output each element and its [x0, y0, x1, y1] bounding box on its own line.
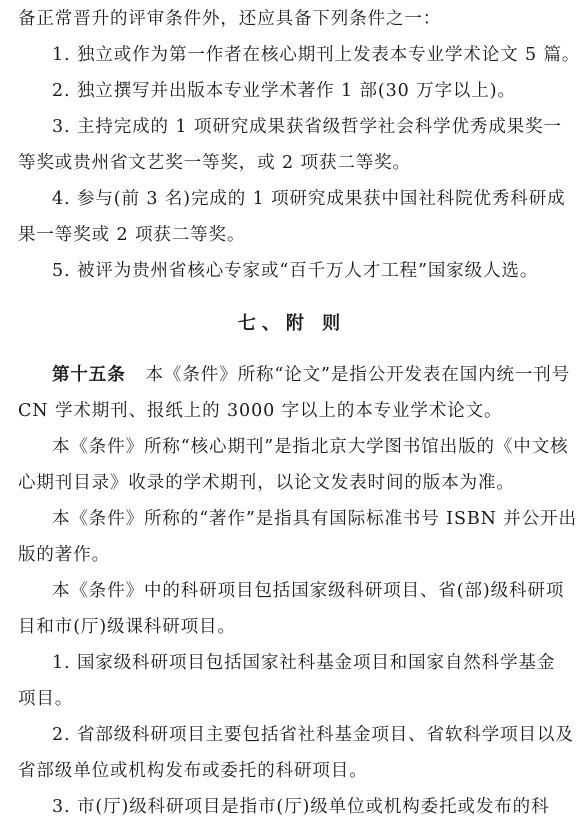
text-line: 等奖或贵州省文艺奖一等奖，或 2 项获二等奖。 [18, 153, 411, 173]
list-item: 3. 主持完成的 1 项研究成果获省级哲学社会科学优秀成果奖一 [52, 117, 562, 137]
list-item: 1. 国家级科研项目包括国家社科基金项目和国家自然科学基金 [52, 653, 556, 673]
text-line: 备正常晋升的评审条件外，还应具备下列条件之一： [18, 9, 442, 29]
text-line: 果一等奖或 2 项获二等奖。 [18, 225, 246, 245]
text-line: 本《条件》中的科研项目包括国家级科研项目、省(部)级科研项 [52, 581, 565, 601]
article-paragraph [52, 364, 574, 386]
text-line: 本《条件》所称“核心期刊”是指北京大学图书馆出版的《中文核 [52, 437, 569, 457]
list-item: 2. 省部级科研项目主要包括省社科基金项目、省软科学项目以及 [52, 725, 574, 745]
article-text: 本《条件》所称“论文”是指公开发表在国内统一刊号 [145, 365, 571, 385]
list-item: 3. 市(厅)级科研项目是指市(厅)级单位或机构委托或发布的科 [52, 797, 550, 817]
list-item: 4. 参与(前 3 名)完成的 1 项研究成果获中国社科院优秀科研成 [52, 189, 566, 209]
text-line: 目和市(厅)级课科研项目。 [18, 617, 236, 637]
article-number: 第十五条 [52, 365, 126, 385]
text-line: 心期刊目录》收录的学术期刊，以论文发表时间的版本为准。 [18, 473, 515, 493]
text-line: CN 学术期刊、报纸上的 3000 字以上的本专业学术论文。 [18, 401, 503, 421]
section-heading: 七、附 则 [237, 313, 347, 334]
text-line: 省部级单位或机构发布或委托的科研项目。 [18, 761, 368, 781]
text-line: 项目。 [18, 689, 74, 709]
list-item: 2. 独立撰写并出版本专业学术著作 1 部(30 万字以上)。 [52, 81, 516, 101]
text-line: 版的著作。 [18, 545, 110, 565]
list-item: 1. 独立或作为第一作者在核心期刊上发表本专业学术论文 5 篇。 [52, 45, 581, 65]
list-item: 5. 被评为贵州省核心专家或“百千万人才工程”国家级人选。 [52, 261, 539, 281]
text-line: 本《条件》所称的“著作”是指具有国际标准书号 ISBN 并公开出 [52, 509, 577, 529]
